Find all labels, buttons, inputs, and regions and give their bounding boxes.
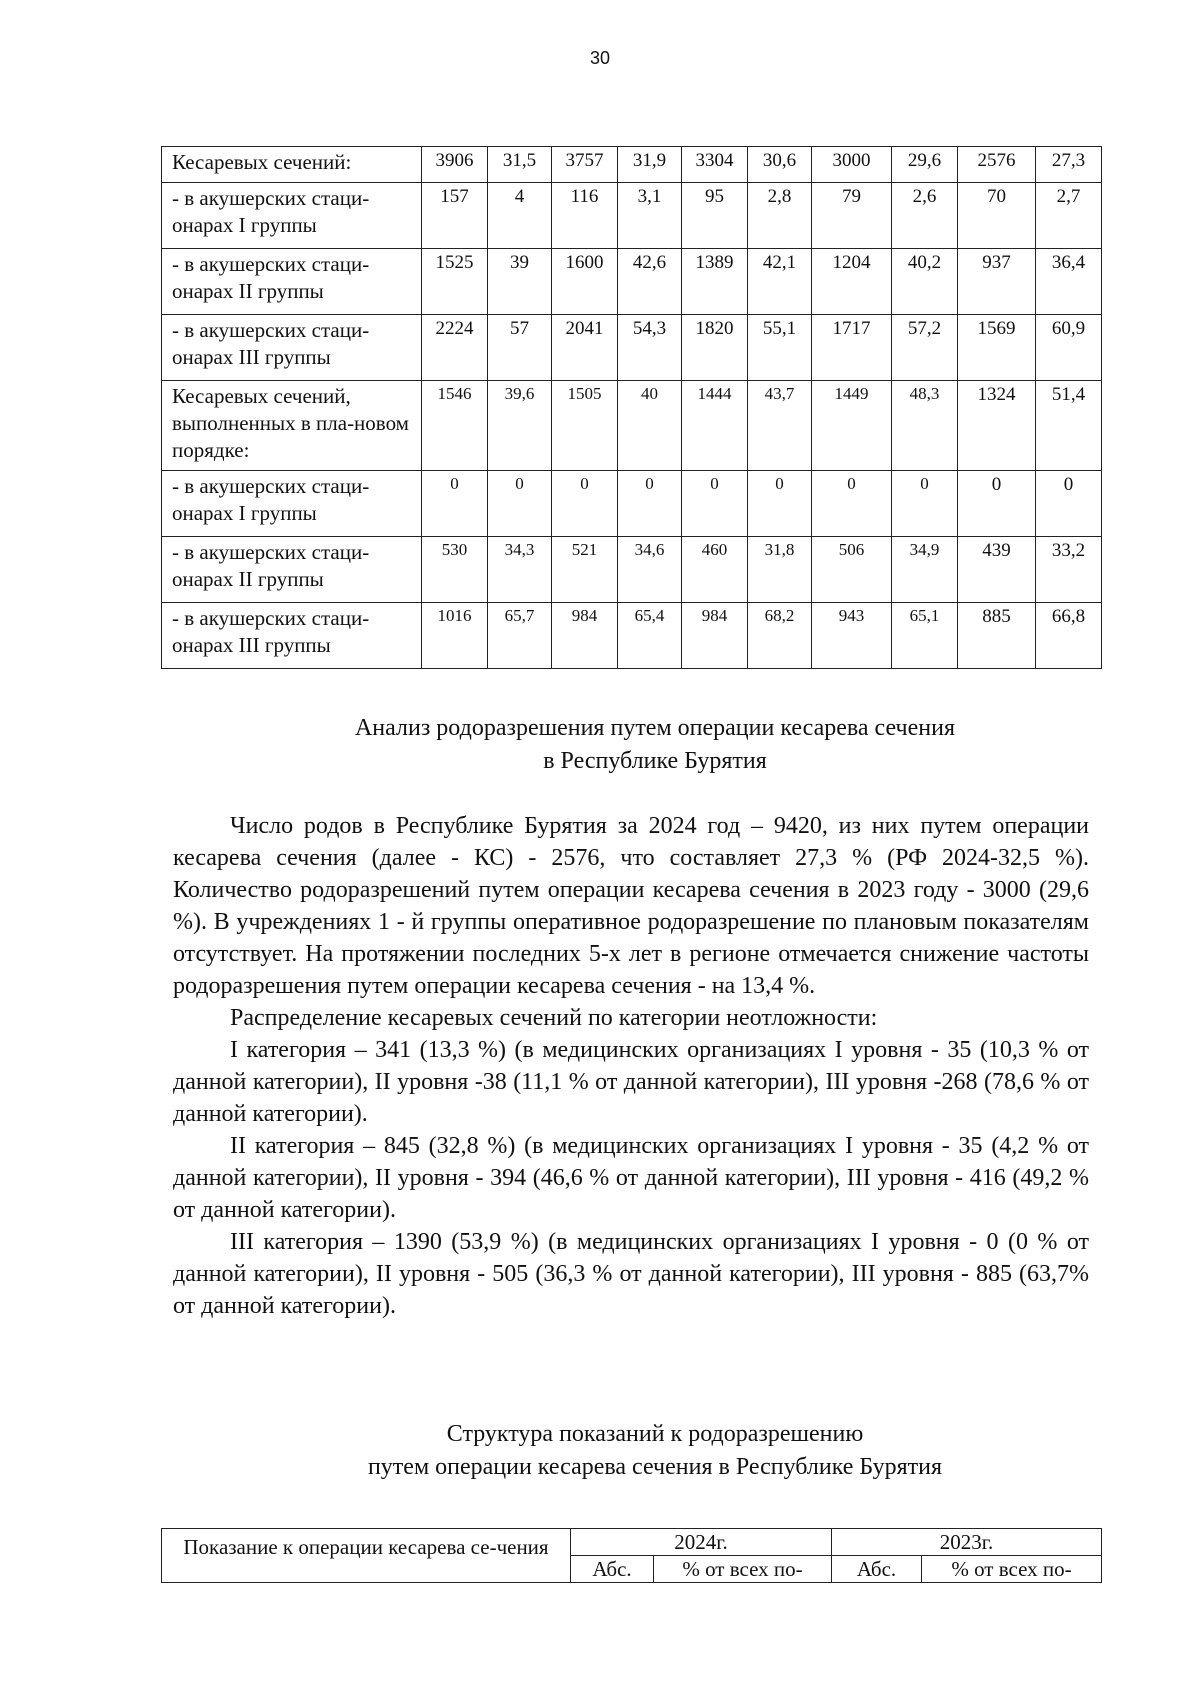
paragraph: I категория – 341 (13,3 %) (в медицинских организациях I уровня - 35 (10,3 % от данной категории), II уровня -38 (11,1 % от данной категории), III уровня -268 (78,6 % от данной категории).: [173, 1037, 1089, 1127]
abs-header: Абс.: [832, 1556, 922, 1583]
table-cell: 943: [812, 603, 892, 669]
row-label: - в акушерских стаци-онарах II группы: [162, 249, 422, 315]
table-cell: 60,9: [1036, 315, 1102, 381]
table-cell: 3,1: [618, 183, 682, 249]
table-cell: 2,6: [892, 183, 958, 249]
table-cell: 65,7: [488, 603, 552, 669]
table-cell: 506: [812, 537, 892, 603]
row-label: Кесаревых сечений:: [162, 147, 422, 183]
pct-header: % от всех по-: [654, 1556, 832, 1583]
pct-header: % от всех по-: [922, 1556, 1102, 1583]
row-label: - в акушерских стаци-онарах II группы: [162, 537, 422, 603]
table-cell: 31,8: [748, 537, 812, 603]
table-cell: 1505: [552, 381, 618, 471]
table-cell: 31,5: [488, 147, 552, 183]
table-cell: 1204: [812, 249, 892, 315]
indications-table: [161, 1528, 1102, 1583]
table-cell: 54,3: [618, 315, 682, 381]
table-cell: 65,1: [892, 603, 958, 669]
section-heading-analysis: [0, 712, 1200, 778]
table-cell: 57: [488, 315, 552, 381]
row-label: Кесаревых сечений, выполненных в пла-новом порядке:: [162, 381, 422, 471]
table-row: [162, 537, 1102, 603]
table-cell: 68,2: [748, 603, 812, 669]
table-cell: 0: [682, 471, 748, 537]
table-cell: 0: [812, 471, 892, 537]
table-row: [162, 249, 1102, 315]
section-heading-line: путем операции кесарева сечения в Республике Бурятия: [367, 1454, 943, 1480]
table-cell: 937: [958, 249, 1036, 315]
table-cell: 40: [618, 381, 682, 471]
table-cell: 1820: [682, 315, 748, 381]
table-cell: 0: [618, 471, 682, 537]
table-row: [162, 315, 1102, 381]
table-cell: 1449: [812, 381, 892, 471]
table-cell: 1389: [682, 249, 748, 315]
table-cell: 885: [958, 603, 1036, 669]
table-cell: 30,6: [748, 147, 812, 183]
table-cell: 460: [682, 537, 748, 603]
paragraph: II категория – 845 (32,8 %) (в медицинских организациях I уровня - 35 (4,2 % от данной категории), II уровня - 394 (46,6 % от данной категории), III уровня - 416 (49,2 % от данной категории).: [173, 1133, 1089, 1223]
table-cell: 1600: [552, 249, 618, 315]
table-cell: 1569: [958, 315, 1036, 381]
section-heading-line: Структура показаний к родоразрешению: [446, 1421, 864, 1447]
table-cell: 33,2: [1036, 537, 1102, 603]
table-cell: 1525: [422, 249, 488, 315]
paragraph: Число родов в Республике Бурятия за 2024 год – 9420, из них путем операции кесарева сечения (далее - КС) - 2576, что составляет 27,3 % (РФ 2024-32,5 %). Количество родоразрешений путем операции кесарева сечения в 2023 году - 3000 (29,6 %). В учреждениях 1 - й группы оперативное родоразрешение по плановым показателям отсутствует. На протяжении последних 5-х лет в регионе отмечается снижение частоты родоразрешения путем операции кесарева сечения - на 13,4 %.: [173, 813, 1089, 999]
row-label: - в акушерских стаци-онарах I группы: [162, 183, 422, 249]
table-cell: 42,6: [618, 249, 682, 315]
table-cell: 2041: [552, 315, 618, 381]
table-cell: 34,9: [892, 537, 958, 603]
section-heading-line: в Республике Бурятия: [543, 748, 767, 774]
table-row: [162, 603, 1102, 669]
table-cell: 29,6: [892, 147, 958, 183]
table-cell: 65,4: [618, 603, 682, 669]
table-cell: 2576: [958, 147, 1036, 183]
table-cell: 984: [682, 603, 748, 669]
table-row: [162, 471, 1102, 537]
table-cell: 27,3: [1036, 147, 1102, 183]
row-label: - в акушерских стаци-онарах I группы: [162, 471, 422, 537]
table-cell: 439: [958, 537, 1036, 603]
table-cell: 34,6: [618, 537, 682, 603]
table-cell: 31,9: [618, 147, 682, 183]
table-cell: 66,8: [1036, 603, 1102, 669]
cesarean-stats-table: [161, 146, 1102, 669]
indication-header-cell: Показание к операции кесарева се-чения: [162, 1529, 571, 1583]
table-cell: 521: [552, 537, 618, 603]
table-cell: 36,4: [1036, 249, 1102, 315]
table-cell: 0: [552, 471, 618, 537]
table-cell: 1016: [422, 603, 488, 669]
table-cell: 1546: [422, 381, 488, 471]
table-cell: 1324: [958, 381, 1036, 471]
table-cell: 95: [682, 183, 748, 249]
section-heading-structure: [0, 1418, 1200, 1484]
row-label: - в акушерских стаци-онарах III группы: [162, 315, 422, 381]
analysis-text: [173, 810, 1089, 1322]
table-cell: 79: [812, 183, 892, 249]
table-cell: 39: [488, 249, 552, 315]
table-cell: 0: [422, 471, 488, 537]
table-cell: 116: [552, 183, 618, 249]
table-cell: 0: [488, 471, 552, 537]
table-cell: 3000: [812, 147, 892, 183]
table-cell: 0: [892, 471, 958, 537]
table-row: [162, 183, 1102, 249]
table-cell: 43,7: [748, 381, 812, 471]
table-cell: 1444: [682, 381, 748, 471]
year-header-2023: 2023г.: [832, 1529, 1102, 1556]
table-cell: 3304: [682, 147, 748, 183]
page-number: 30: [589, 48, 611, 68]
table-cell: 39,6: [488, 381, 552, 471]
table-cell: 0: [1036, 471, 1102, 537]
table-row: [162, 381, 1102, 471]
paragraph: III категория – 1390 (53,9 %) (в медицинских организациях I уровня - 0 (0 % от данной категории), II уровня - 505 (36,3 % от данной категории), III уровня - 885 (63,7% от данной категории).: [173, 1229, 1089, 1319]
table-cell: 70: [958, 183, 1036, 249]
year-header-2024: 2024г.: [571, 1529, 832, 1556]
table-cell: 3906: [422, 147, 488, 183]
table-cell: 530: [422, 537, 488, 603]
table-cell: 157: [422, 183, 488, 249]
table-header-row: [162, 1529, 1102, 1556]
table-cell: 2,7: [1036, 183, 1102, 249]
table-cell: 3757: [552, 147, 618, 183]
table-cell: 0: [958, 471, 1036, 537]
table-cell: 2,8: [748, 183, 812, 249]
table-cell: 42,1: [748, 249, 812, 315]
table-cell: 2224: [422, 315, 488, 381]
table-cell: 4: [488, 183, 552, 249]
table-cell: 51,4: [1036, 381, 1102, 471]
table-row: [162, 147, 1102, 183]
table-cell: 34,3: [488, 537, 552, 603]
table-cell: 984: [552, 603, 618, 669]
table-cell: 0: [748, 471, 812, 537]
abs-header: Абс.: [571, 1556, 654, 1583]
row-label: - в акушерских стаци-онарах III группы: [162, 603, 422, 669]
table-cell: 1717: [812, 315, 892, 381]
table-cell: 40,2: [892, 249, 958, 315]
section-heading-line: Анализ родоразрешения путем операции кесарева сечения: [354, 715, 956, 741]
table-cell: 55,1: [748, 315, 812, 381]
table-cell: 48,3: [892, 381, 958, 471]
paragraph: Распределение кесаревых сечений по категории неотложности:: [230, 1005, 878, 1031]
table-cell: 57,2: [892, 315, 958, 381]
